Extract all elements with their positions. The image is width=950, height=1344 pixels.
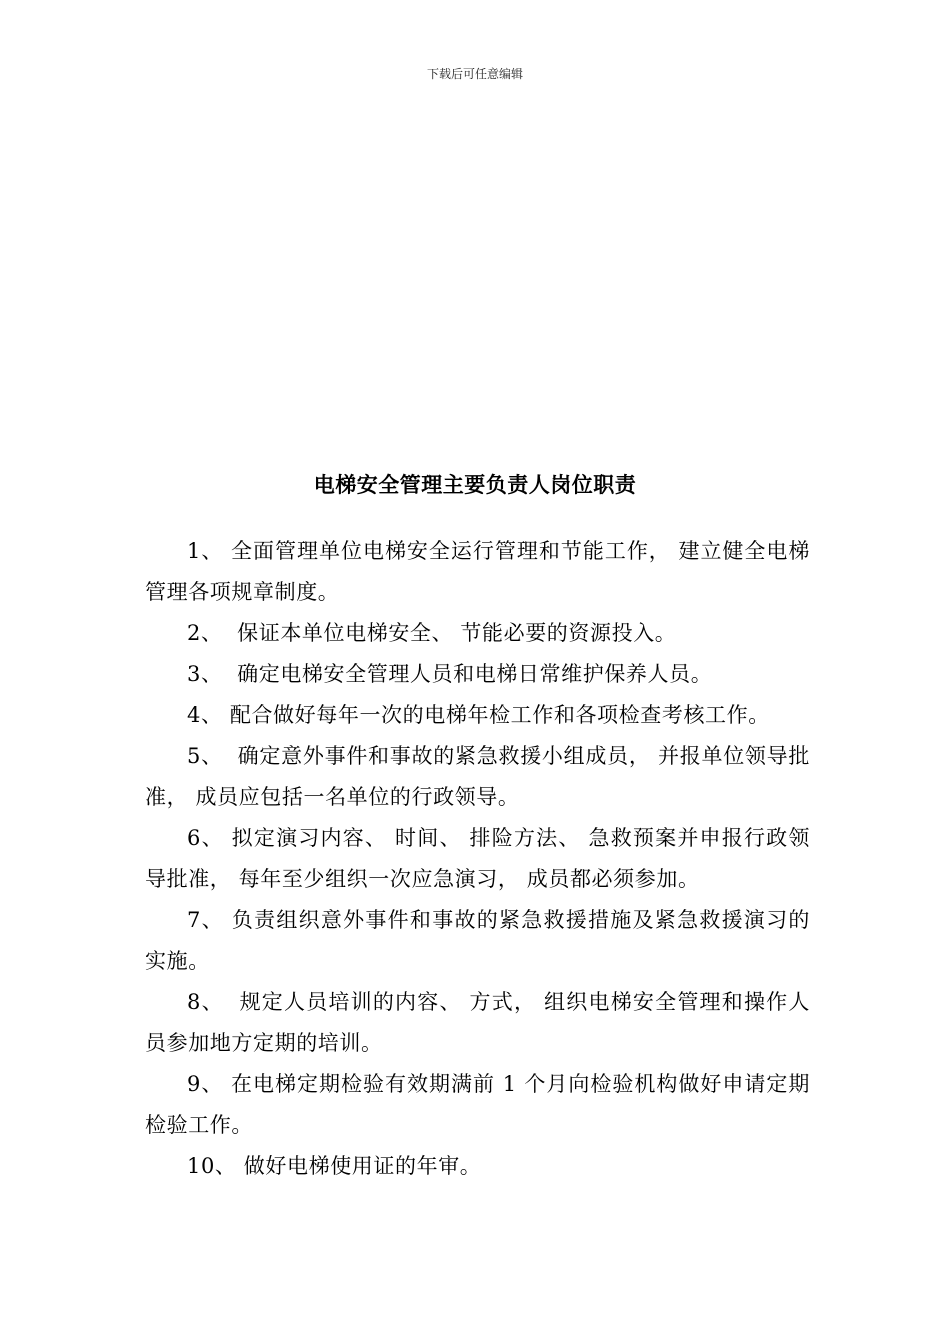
item-number: 4、: [187, 703, 230, 727]
list-item: [145, 613, 810, 654]
item-text: 规定人员培训的内容、 方式， 组织电梯安全管理和操作人员参加地方定期的培训。: [145, 990, 810, 1055]
item-number: 2、: [187, 621, 238, 645]
item-text: 全面管理单位电梯安全运行管理和节能工作， 建立健全电梯管理各项规章制度。: [145, 539, 811, 604]
item-number: 3、: [187, 662, 238, 686]
list-item: [145, 695, 810, 736]
item-text: 确定电梯安全管理人员和电梯日常维护保养人员。: [237, 662, 713, 686]
item-text: 保证本单位电梯安全、 节能必要的资源投入。: [237, 621, 677, 645]
item-number: 7、: [187, 908, 232, 932]
list-item: [145, 900, 810, 982]
item-text: 拟定演习内容、 时间、 排险方法、 急救预案并申报行政领导批准， 每年至少组织一次应急演习， 成员都必须参加。: [145, 826, 810, 891]
item-number: 6、: [187, 826, 232, 850]
item-text: 做好电梯使用证的年审。: [243, 1154, 482, 1178]
responsibility-list: [145, 531, 810, 1187]
item-number: 10、: [187, 1154, 244, 1178]
item-number: 8、: [187, 990, 240, 1014]
item-text: 负责组织意外事件和事故的紧急救援措施及紧急救援演习的实施。: [145, 908, 810, 973]
list-item: [145, 654, 810, 695]
item-text: 确定意外事件和事故的紧急救援小组成员， 并报单位领导批准， 成员应包括一名单位的行政领导。: [145, 744, 810, 809]
list-item: [145, 982, 810, 1064]
list-item: [145, 818, 810, 900]
item-number: 5、: [187, 744, 238, 768]
item-number: 1、: [187, 539, 232, 563]
list-item: [145, 1146, 810, 1187]
item-text: 在电梯定期检验有效期满前 1 个月向检验机构做好申请定期检验工作。: [145, 1072, 810, 1137]
list-item: [145, 736, 810, 818]
item-number: 9、: [187, 1072, 232, 1096]
list-item: [145, 1064, 810, 1146]
item-text: 配合做好每年一次的电梯年检工作和各项检查考核工作。: [229, 703, 770, 727]
page-header-note: 下载后可任意编辑: [426, 67, 523, 81]
list-item: [145, 531, 810, 613]
document-title: 电梯安全管理主要负责人岗位职责: [313, 472, 637, 497]
